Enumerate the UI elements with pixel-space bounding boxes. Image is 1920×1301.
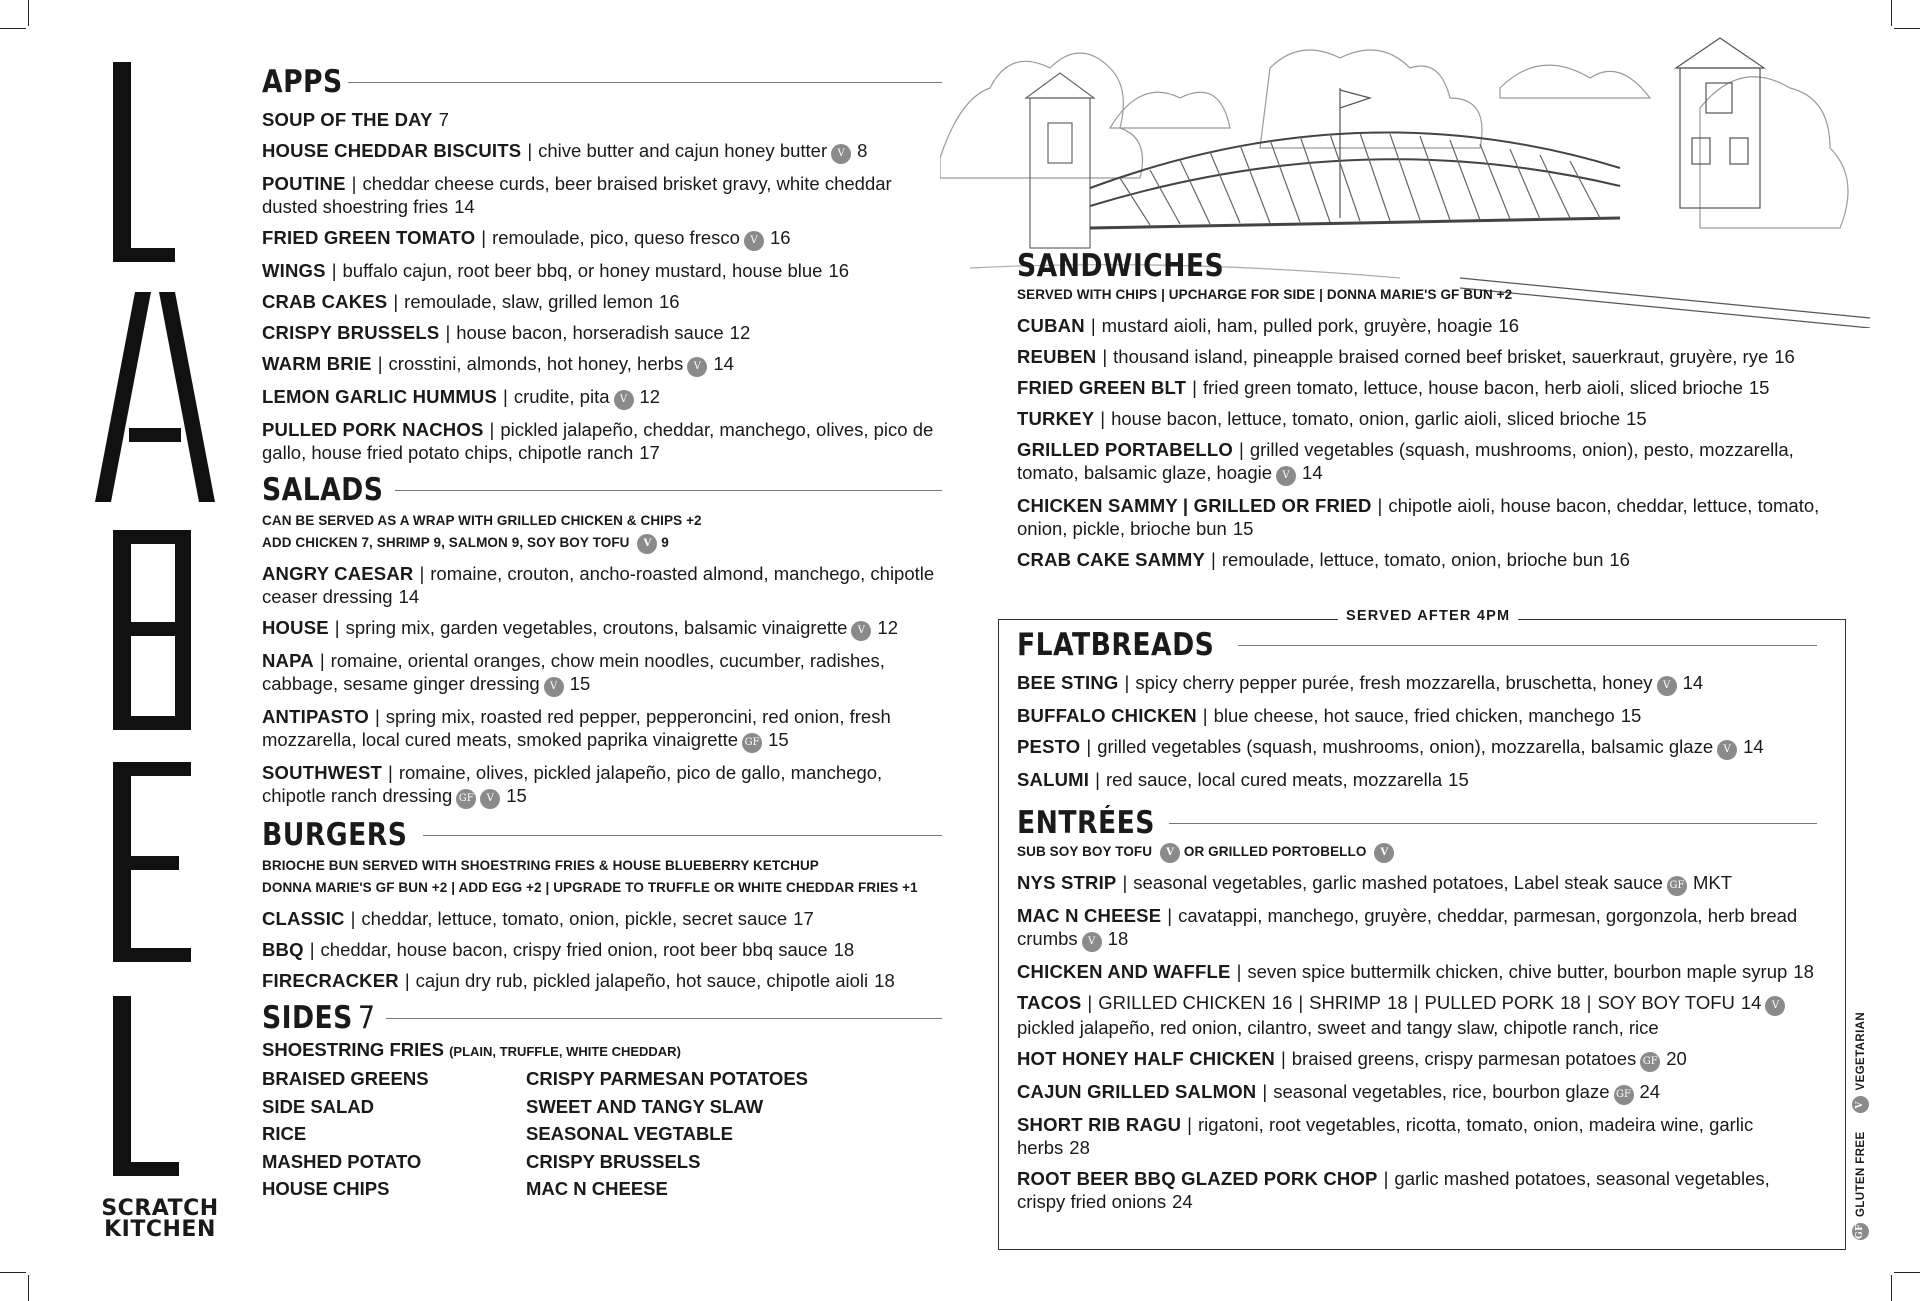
item-separator: | [1122,872,1128,893]
left-column [262,64,942,1201]
item-description: buffalo cajun, root beer bbq, or honey mustard, house blue [342,260,823,281]
item-separator: | [503,386,508,407]
item-separator: | [1192,377,1197,398]
menu-item [1017,494,1857,540]
gluten-free-badge: GF [1852,1223,1869,1240]
menu-item [1017,438,1857,486]
item-price: 24 [1172,1191,1193,1212]
item-price: 12 [877,617,898,638]
menu-item [262,352,942,377]
item-price: 15 [1748,377,1770,398]
item-separator: | [1236,961,1242,982]
item-separator: | [1167,905,1173,926]
item-price: 28 [1069,1137,1090,1158]
sandwiches-sub1: SERVED WITH CHIPS | UPCHARGE FOR SIDE | DONNA MARIE'S GF BUN +2 [1017,287,1513,302]
item-price: 14 [1743,736,1764,757]
item-price: 16 [1774,346,1795,367]
item-price: 18 [1107,928,1129,949]
salads-addons: ADD CHICKEN 7, SHRIMP 9, SALMON 9, SOY BOY TOFU [262,535,630,550]
item-description: spring mix, roasted red pepper, pepperoncini, red onion, fresh mozzarella, local cured meats, smoked paprika vinaigrette [262,706,891,750]
item-separator: | [1413,992,1419,1013]
item-separator: | [445,322,451,343]
menu-item [262,705,942,753]
item-separator: | [481,227,487,248]
menu-item [1017,1167,1817,1213]
label-logo-mark [95,62,225,1177]
item-description: grilled vegetables (squash, mushrooms, onion), mozzarella, balsamic glaze [1097,736,1714,757]
item-description: remoulade, slaw, grilled lemon [404,291,654,312]
salads-header [262,472,942,508]
item-name: ANTIPASTO [262,706,369,727]
menu-item [1017,904,1817,952]
item-separator: | [1187,1114,1192,1135]
entrees-title: ENTRÉES [1017,805,1155,841]
crop-mark [1894,28,1920,29]
item-separator: | [1377,495,1383,516]
item-name: CAJUN GRILLED SALMON [1017,1081,1257,1102]
crop-mark [28,0,29,26]
menu-item [1017,345,1857,368]
item-separator: | [374,706,380,727]
vegetarian-badge: V [1657,676,1677,696]
side-item: MAC N CHEESE [526,1178,668,1199]
entrees-sub [1017,841,1817,863]
subtitle-line1: SCRATCH [101,1196,219,1221]
side-item: CRISPY BRUSSELS [526,1150,701,1172]
taco-option: PULLED PORK [1424,992,1555,1013]
item-description: crosstini, almonds, hot honey, herbs [388,353,684,374]
vegetarian-badge: V [1276,466,1296,486]
item-price: 15 [1620,705,1642,726]
vegetarian-badge: V [1717,740,1737,760]
menu-item [262,418,942,464]
taco-option: SHRIMP [1309,992,1382,1013]
item-name: ANGRY CAESAR [262,563,414,584]
salads-sub2 [262,532,942,554]
apps-header [262,64,942,100]
section-rule [348,82,942,83]
vegetarian-badge: V [637,534,657,554]
item-separator: | [1090,315,1096,336]
menu-item [262,259,942,282]
item-description: pickled jalapeño, red onion, cilantro, sweet and tangy slaw, chipotle ranch, rice [1017,1017,1659,1038]
item-price: 14 [454,196,475,217]
item-description: romaine, oriental oranges, chow mein noodles, cucumber, radishes, cabbage, sesame ginger dressing [262,650,885,694]
vegetarian-badge: V [614,390,634,410]
entrees-sub-portobello: OR GRILLED PORTOBELLO [1183,844,1367,859]
item-separator: | [527,140,533,161]
subtitle-line2: KITCHEN [104,1217,216,1242]
item-description: chipotle aioli, house bacon, cheddar, lettuce, tomato, onion, pickle, brioche bun [1017,495,1820,539]
item-name: TACOS [1017,992,1082,1013]
vegetarian-badge: V [687,357,707,377]
item-separator: | [350,908,356,929]
item-description: fried green tomato, lettuce, house bacon, herb aioli, sliced brioche [1202,377,1743,398]
item-name: WARM BRIE [262,353,372,374]
crop-mark [1894,1272,1920,1273]
item-separator: | [319,650,325,671]
item-price: 14 [1682,672,1704,693]
entrees-list [1017,871,1817,1213]
item-name: REUBEN [1017,346,1097,367]
item-separator: | [388,762,393,783]
item-description: seven spice buttermilk chicken, chive butter, bourbon maple syrup [1247,961,1788,982]
item-separator: | [331,260,337,281]
vegetarian-badge: V [1082,932,1102,952]
item-price: MKT [1692,872,1732,893]
sandwiches-header [1017,248,1857,284]
menu-item [262,321,942,344]
menu-item [1017,871,1817,896]
menu-item [1017,1047,1817,1072]
item-description: braised greens, crispy parmesan potatoes [1291,1048,1637,1069]
sides-grid [262,1067,942,1201]
menu-item [262,616,942,641]
menu-item [262,649,942,697]
sides-title-text: SIDES [262,1000,353,1036]
item-name: MAC N CHEESE [1017,905,1162,926]
item-price: 15 [506,785,527,806]
burgers-sub1: BRIOCHE BUN SERVED WITH SHOESTRING FRIES & HOUSE BLUEBERRY KETCHUP [262,858,819,873]
item-name: NAPA [262,650,314,671]
item-name: PESTO [1017,736,1081,757]
item-name: HOUSE CHEDDAR BISCUITS [262,140,522,161]
crop-mark [1891,0,1892,26]
item-name: SOUP OF THE DAY [262,109,433,130]
item-description: crudite, pita [513,386,610,407]
item-name: BUFFALO CHICKEN [1017,705,1197,726]
burgers-title: BURGERS [262,817,408,853]
item-description: seasonal vegetables, rice, bourbon glaze [1273,1081,1610,1102]
item-description: spicy cherry pepper purée, fresh mozzarella, bruschetta, honey [1135,672,1653,693]
flatbreads-list [1017,671,1817,791]
gluten-free-badge: GF [1614,1085,1634,1105]
item-name: SOUTHWEST [262,762,382,783]
menu-item [1017,1113,1817,1159]
item-separator: | [1298,992,1304,1013]
item-separator: | [393,291,399,312]
salads-sub1: CAN BE SERVED AS A WRAP WITH GRILLED CHICKEN & CHIPS +2 [262,513,702,528]
sides-title [262,1000,375,1036]
item-separator: | [1202,705,1208,726]
section-rule [1238,645,1817,646]
item-price: 12 [639,386,661,407]
side-item: RICE [262,1123,307,1144]
taco-option: SOY BOY TOFU [1597,992,1735,1013]
item-price: 24 [1639,1081,1661,1102]
menu-item [262,969,942,992]
item-name: TURKEY [1017,408,1095,429]
diet-legend [1852,1012,1869,1240]
item-price: 17 [793,908,814,929]
menu-item [262,562,942,608]
item-price: 16 [1609,549,1630,570]
item-description: chive butter and cajun honey butter [538,140,828,161]
item-price: 15 [768,729,789,750]
crop-mark [28,1275,29,1301]
vegetarian-badge: V [744,231,764,251]
item-name: CRAB CAKES [262,291,388,312]
taco-price: 16 [1271,992,1293,1013]
item-separator: | [351,173,357,194]
item-separator: | [1262,1081,1268,1102]
item-price: 14 [398,586,420,607]
item-description: mustard aioli, ham, pulled pork, gruyère, hoagie [1101,315,1493,336]
side-item: MASHED POTATO [262,1150,422,1172]
item-description: blue cheese, hot sauce, fried chicken, manchego [1213,705,1615,726]
item-description: romaine, olives, pickled jalapeño, pico de gallo, manchego, chipotle ranch dressing [262,762,883,806]
side-item: SWEET AND TANGY SLAW [526,1095,764,1117]
item-name: BBQ [262,939,304,960]
menu-item [1017,407,1857,430]
item-separator: | [334,617,340,638]
vegetarian-badge: V [480,789,500,809]
crop-mark [1891,1275,1892,1301]
item-price: 8 [857,140,868,161]
item-separator: | [1102,346,1108,367]
menu-item [262,139,942,164]
menu-item [1017,991,1817,1039]
section-rule [395,490,942,491]
gluten-free-badge: GF [1640,1052,1660,1072]
sandwiches-title: SANDWICHES [1017,248,1225,284]
vegetarian-badge: V [1160,843,1180,863]
item-price: 15 [1626,408,1647,429]
item-description: cheddar, house bacon, crispy fried onion, root beer bbq sauce [320,939,828,960]
item-separator: | [309,939,315,960]
item-description: house bacon, lettuce, tomato, onion, garlic aioli, sliced brioche [1111,408,1621,429]
item-description: rigatoni, root vegetables, ricotta, tomato, onion, madeira wine, garlic herbs [1017,1114,1754,1158]
sides-price: 7 [357,1000,376,1036]
item-name: ROOT BEER BBQ GLAZED PORK CHOP [1017,1168,1378,1189]
menu-item [1017,671,1817,696]
item-separator: | [1095,769,1100,790]
vegetarian-badge: V [544,677,564,697]
item-separator: | [419,563,425,584]
vegetarian-badge: V [1374,843,1394,863]
item-price: 15 [1448,769,1469,790]
gluten-free-label: GLUTEN FREE [1854,1131,1867,1217]
item-description: cheddar, lettuce, tomato, onion, pickle, secret sauce [361,908,788,929]
entrees-header [1017,805,1817,841]
item-name: HOUSE [262,617,329,638]
menu-item [1017,704,1817,727]
item-description: remoulade, lettuce, tomato, onion, brioche bun [1221,549,1604,570]
crop-mark [0,28,26,29]
item-name: CUBAN [1017,315,1085,336]
menu-item [1017,314,1857,337]
item-price: 18 [1793,961,1814,982]
taco-price: 18 [1387,992,1408,1013]
item-name: FRIED GREEN TOMATO [262,227,476,248]
menu-item [1017,548,1857,571]
burgers-list [262,907,942,992]
item-description: house bacon, horseradish sauce [456,322,724,343]
item-name: CLASSIC [262,908,345,929]
menu-item [262,290,942,313]
side-item: SEASONAL VEGTABLE [526,1123,733,1144]
side-item: HOUSE CHIPS [262,1178,390,1199]
item-name: SALUMI [1017,769,1090,790]
taco-price: 14 [1740,992,1762,1013]
menu-item [262,226,942,251]
item-separator: | [1100,408,1106,429]
scratch-kitchen-label [100,1198,220,1240]
item-price: 18 [874,970,895,991]
item-price: 7 [438,109,449,130]
item-name: FRIED GREEN BLT [1017,377,1187,398]
item-name: NYS STRIP [1017,872,1117,893]
item-price: 16 [659,291,680,312]
item-description: seasonal vegetables, garlic mashed potatoes, Label steak sauce [1133,872,1663,893]
menu-item [262,761,942,809]
vegetarian-label: VEGETARIAN [1854,1011,1867,1091]
flatbreads-header [1017,627,1817,663]
item-description: thousand island, pineapple braised corned beef brisket, sauerkraut, gruyère, rye [1113,346,1769,367]
item-description: romaine, crouton, ancho-roasted almond, manchego, chipotle ceaser dressing [262,563,935,607]
after-4pm-label: SERVED AFTER 4PM [1338,608,1518,624]
salads-title: SALADS [262,472,384,508]
item-price: 14 [713,353,734,374]
gluten-free-badge: GF [456,789,476,809]
item-separator: | [1280,1048,1286,1069]
side-item: CRISPY PARMESAN POTATOES [526,1068,808,1089]
menu-item [262,385,942,410]
fries-note: (PLAIN, TRUFFLE, WHITE CHEDDAR) [449,1044,681,1059]
item-separator: | [1586,992,1592,1013]
menu-item [1017,768,1817,791]
item-price: 17 [639,442,660,463]
menu-item [1017,1080,1817,1105]
menu-item [1017,376,1857,399]
item-separator: | [1124,672,1130,693]
item-price: 20 [1666,1048,1687,1069]
gluten-free-badge: GF [742,733,762,753]
item-name: CHICKEN AND WAFFLE [1017,961,1231,982]
item-separator: | [1239,439,1244,460]
taco-price: 18 [1560,992,1581,1013]
item-description: remoulade, pico, queso fresco [492,227,740,248]
item-price: 16 [769,227,791,248]
vegetarian-badge: V [1765,996,1785,1016]
item-separator: | [377,353,383,374]
shoestring-fries [262,1038,942,1063]
burgers-sub2: DONNA MARIE'S GF BUN +2 | ADD EGG +2 | UPGRADE TO TRUFFLE OR WHITE CHEDDAR FRIES +1 [262,880,918,895]
flatbreads-title: FLATBREADS [1017,627,1215,663]
sandwiches-list [1017,314,1857,571]
item-price: 16 [1498,315,1519,336]
item-description: grilled vegetables (squash, mushrooms, onion), pesto, mozzarella, tomato, balsamic glaze, hoagie [1017,439,1794,483]
item-price: 15 [569,673,591,694]
vegetarian-badge: V [831,144,851,164]
menu-item [262,938,942,961]
item-description: pickled jalapeño, cheddar, manchego, olives, pico de gallo, house fried potato chips, chipotle ranch [262,419,934,463]
item-name: CRISPY BRUSSELS [262,322,440,343]
item-name: CHICKEN SAMMY | GRILLED OR FRIED [1017,495,1372,516]
item-separator: | [489,419,495,440]
menu-item [1017,960,1817,983]
item-name: POUTINE [262,173,346,194]
item-description: red sauce, local cured meats, mozzarella [1105,769,1443,790]
fries-name: SHOESTRING FRIES [262,1039,444,1060]
salads-list [262,562,942,809]
crop-mark [0,1272,26,1273]
item-separator: | [1086,736,1092,757]
taco-option: GRILLED CHICKEN [1098,992,1266,1013]
gluten-free-badge: GF [1667,876,1687,896]
section-rule [1169,823,1817,824]
item-name: GRILLED PORTABELLO [1017,439,1233,460]
tofu-price: 9 [661,535,669,550]
apps-list [262,108,942,464]
side-item: SIDE SALAD [262,1095,375,1117]
item-description: cajun dry rub, pickled jalapeño, hot sauce, chipotle aioli [415,970,869,991]
item-price: 14 [1302,462,1323,483]
item-name: FIRECRACKER [262,970,399,991]
burgers-header [262,817,942,853]
after-4pm-column [1017,627,1817,1221]
menu-item [262,108,942,131]
vegetarian-badge: V [851,621,871,641]
item-name: CRAB CAKE SAMMY [1017,549,1205,570]
sides-header [262,1000,942,1036]
item-price: 15 [1232,518,1254,539]
item-price: 12 [729,322,751,343]
item-description: garlic mashed potatoes, seasonal vegetables, crispy fried onions [1017,1168,1770,1212]
item-description: cavatappi, manchego, gruyère, cheddar, parmesan, gorgonzola, herb bread crumbs [1017,905,1798,949]
item-description: spring mix, garden vegetables, croutons, balsamic vinaigrette [345,617,848,638]
menu-item [262,172,942,218]
item-name: LEMON GARLIC HUMMUS [262,386,498,407]
item-separator: | [1087,992,1093,1013]
item-price: 16 [828,260,850,281]
item-name: PULLED PORK NACHOS [262,419,484,440]
label-logo [95,62,225,1177]
item-separator: | [1383,1168,1389,1189]
apps-title: APPS [262,64,343,100]
entrees-sub-tofu: SUB SOY BOY TOFU [1017,844,1153,859]
item-name: HOT HONEY HALF CHICKEN [1017,1048,1275,1069]
side-item: BRAISED GREENS [262,1068,429,1089]
menu-item [262,907,942,930]
item-name: BEE STING [1017,672,1119,693]
item-separator: | [1211,549,1216,570]
item-description: cheddar cheese curds, beer braised brisket gravy, white cheddar dusted shoestring fries [262,173,892,217]
menu-item [1017,735,1817,760]
item-name: SHORT RIB RAGU [1017,1114,1182,1135]
item-name: WINGS [262,260,326,281]
item-price: 18 [833,939,855,960]
right-column [1017,248,1857,579]
vegetarian-badge: V [1852,1096,1869,1113]
section-rule [423,835,942,836]
section-rule [386,1018,942,1019]
item-separator: | [404,970,410,991]
